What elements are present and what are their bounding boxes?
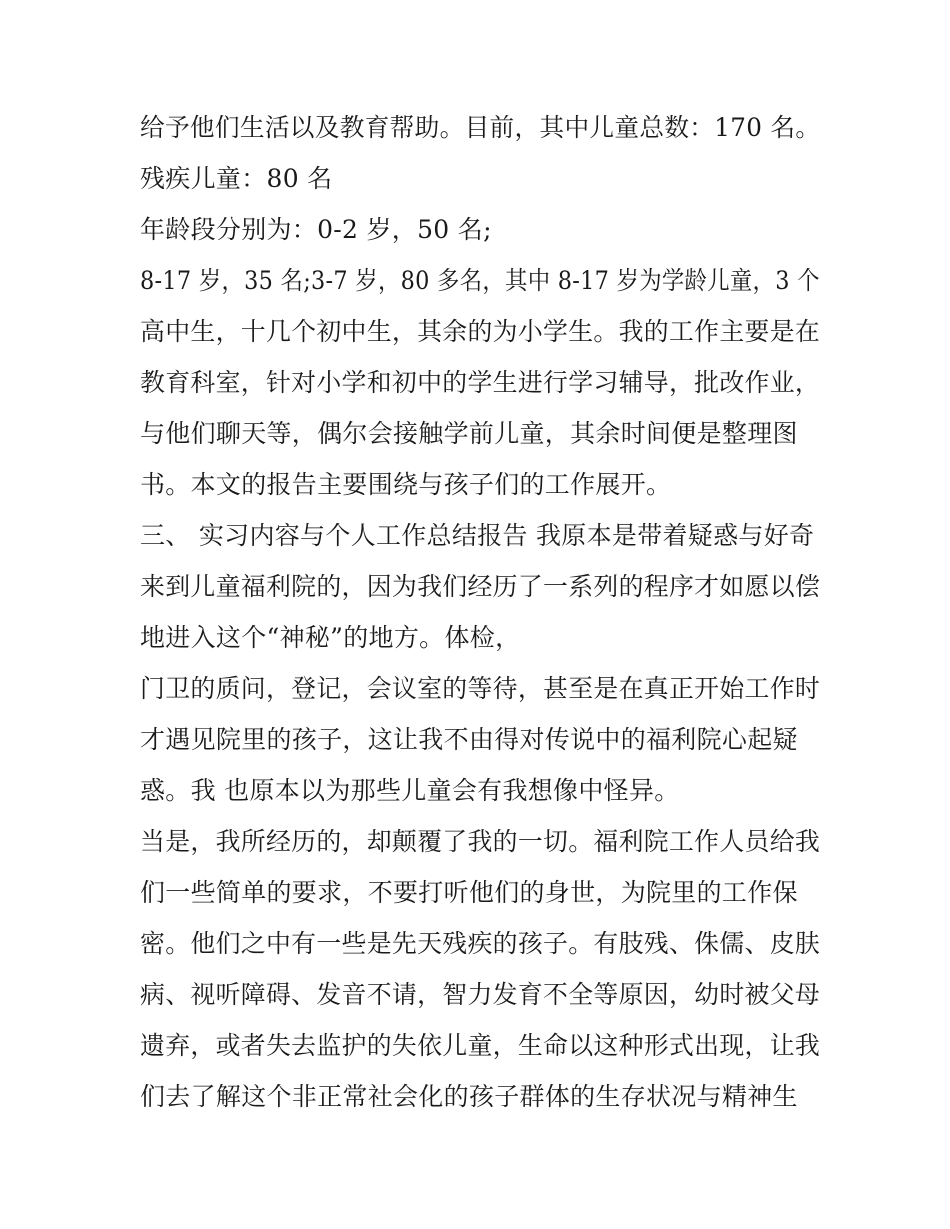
paragraph-line: 才遇见院里的孩子，这让我不由得对传说中的福利院心起疑 — [140, 725, 798, 754]
paragraph-line: 教育科室，针对小学和初中的学生进行学习辅导，批改作业， — [140, 368, 821, 397]
paragraph-line: 年龄段分别为：0-2 岁，50 名; — [140, 215, 492, 244]
paragraph-line: 密。他们之中有一些是先天残疾的孩子。有肢残、侏儒、皮肤 — [140, 929, 821, 958]
section-heading-line: 三、 实习内容与个人工作总结报告 我原本是带着疑惑与好奇 — [140, 521, 815, 550]
paragraph-line: 病、视听障碍、发音不请，智力发育不全等原因，幼时被父母 — [140, 980, 821, 1009]
paragraph-line: 高中生，十几个初中生，其余的为小学生。我的工作主要是在 — [140, 317, 821, 346]
paragraph-line: 遗弃，或者失去监护的失依儿童，生命以这种形式出现，让我 — [140, 1031, 821, 1060]
paragraph-line: 惑。我 也原本以为那些儿童会有我想像中怪异。 — [140, 776, 680, 805]
paragraph-line: 门卫的质问，登记，会议室的等待，甚至是在真正开始工作时 — [140, 674, 821, 703]
paragraph-line: 来到儿童福利院的，因为我们经历了一系列的程序才如愿以偿 — [140, 572, 821, 601]
paragraph-line: 书。本文的报告主要围绕与孩子们的工作展开。 — [140, 470, 672, 499]
paragraph-line: 8-17 岁，35 名;3-7 岁，80 多名，其中 8-17 岁为学龄儿童，3 个 — [140, 266, 820, 295]
paragraph-line: 与他们聊天等，偶尔会接触学前儿童，其余时间便是整理图 — [140, 419, 798, 448]
paragraph-line: 们一些简单的要求，不要打听他们的身世，为院里的工作保 — [140, 878, 798, 907]
paragraph-line: 给予他们生活以及教育帮助。目前，其中儿童总数：170 名。 — [140, 113, 821, 142]
paragraph-line: 地进入这个“神秘”的地方。体检， — [140, 623, 521, 652]
paragraph-line: 残疾儿童：80 名 — [140, 164, 333, 193]
paragraph-line: 当是，我所经历的，却颠覆了我的一切。福利院工作人员给我 — [140, 827, 821, 856]
paragraph-line: 们去了解这个非正常社会化的孩子群体的生存状况与精神生 — [140, 1082, 798, 1111]
